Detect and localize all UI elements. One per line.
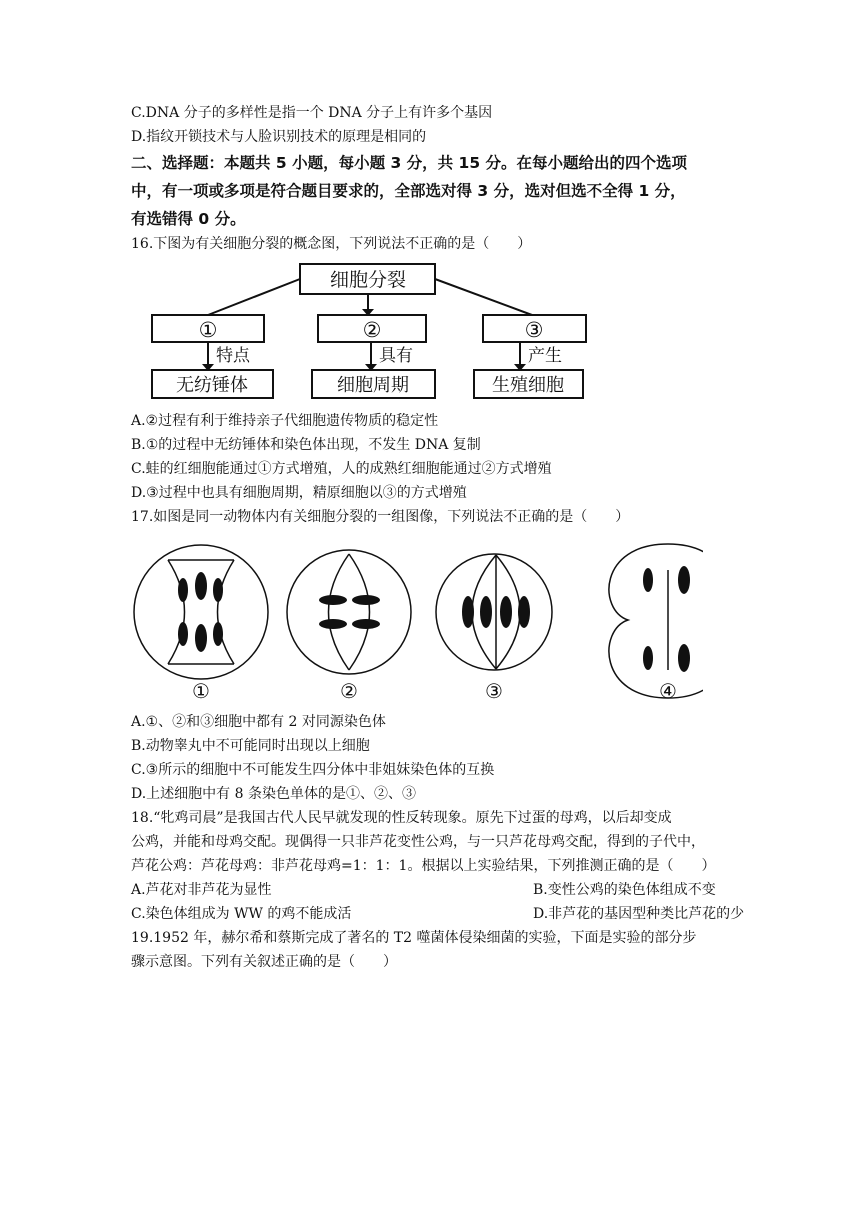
q18-stem-line1: 18.“牝鸡司晨”是我国古代人民早就发现的性反转现象。原先下过蛋的母鸡，以后却变成 [131, 810, 672, 826]
q18-options-row2 [131, 904, 745, 924]
q17-stem: 17.如图是同一动物体内有关细胞分裂的一组图像，下列说法不正确的是（ ） [131, 509, 630, 525]
q16-option-d: D.③过程中也具有细胞周期，精原细胞以③的方式增殖 [131, 485, 467, 501]
diagram-branch1-relation: 特点 [216, 346, 250, 366]
cell-label-2: ② [340, 679, 358, 703]
section2-heading-line2: 中，有一项或多项是符合题目要求的，全部选对得 3 分，选对但选不全得 1 分， [131, 182, 686, 200]
q17-option-a: A.①、②和③细胞中都有 2 对同源染色体 [131, 714, 386, 730]
diagram-root-label: 细胞分裂 [329, 269, 407, 291]
q18-option-c: C.染色体组成为 WW 的鸡不能成活 [131, 906, 352, 922]
q16-option-a: A.②过程有利于维持亲子代细胞遗传物质的稳定性 [131, 413, 439, 429]
diagram-branch3-relation: 产生 [528, 346, 562, 366]
q17-option-c: C.③所示的细胞中不可能发生四分体中非姐妹染色体的互换 [131, 762, 495, 778]
cell-label-1: ① [192, 679, 210, 703]
q15-option-d: D.指纹开锁技术与人脸识别技术的原理是相同的 [131, 129, 427, 145]
q16-option-c: C.蛙的红细胞能通过①方式增殖，人的成熟红细胞能通过②方式增殖 [131, 461, 552, 477]
diagram-branch3-number: ③ [524, 318, 544, 342]
q17-option-b: B.动物睾丸中不可能同时出现以上细胞 [131, 738, 370, 754]
diagram-branch1-number: ① [198, 318, 218, 342]
diagram-branch2-result: 细胞周期 [337, 375, 409, 396]
q18-option-b: B.变性公鸡的染色体组成不变 [533, 882, 716, 898]
q18-option-d: D.非芦花的基因型种类比芦花的少 [533, 906, 745, 922]
q17-option-d: D.上述细胞中有 8 条染色单体的是①、②、③ [131, 786, 416, 802]
diagram-branch3-result: 生殖细胞 [492, 375, 564, 396]
q16-concept-diagram [148, 258, 598, 403]
section2-heading-line1: 二、选择题：本题共 5 小题，每小题 3 分，共 15 分。在每小题给出的四个选项 [131, 154, 688, 172]
diagram-branch2-relation: 具有 [379, 346, 413, 366]
q17-cell-division-figure [128, 540, 703, 710]
q18-options-row1 [131, 880, 716, 900]
q15-option-c: C.DNA 分子的多样性是指一个 DNA 分子上有许多个基因 [131, 105, 493, 121]
q16-option-b: B.①的过程中无纺锤体和染色体出现，不发生 DNA 复制 [131, 437, 481, 453]
q16-stem: 16.下图为有关细胞分裂的概念图，下列说法不正确的是（ ） [131, 236, 532, 252]
q18-stem-line3: 芦花公鸡：芦花母鸡：非芦花母鸡=1：1：1。根据以上实验结果，下列推测正确的是（ ） [131, 858, 716, 874]
q18-option-a: A.芦花对非芦花为显性 [131, 882, 272, 898]
cell-label-4: ④ [659, 679, 677, 703]
cell-label-3: ③ [485, 679, 503, 703]
section2-heading-line3: 有选错得 0 分。 [131, 210, 246, 228]
q18-stem-line2: 公鸡，并能和母鸡交配。现偶得一只非芦花变性公鸡，与一只芦花母鸡交配，得到的子代中， [131, 834, 705, 850]
diagram-branch1-result: 无纺锤体 [176, 375, 248, 396]
q19-stem-line2: 骤示意图。下列有关叙述正确的是（ ） [131, 954, 397, 970]
diagram-branch2-number: ② [362, 318, 382, 342]
q19-stem-line1: 19.1952 年，赫尔希和蔡斯完成了著名的 T2 噬菌体侵染细菌的实验，下面是实验的部分步 [131, 930, 697, 946]
